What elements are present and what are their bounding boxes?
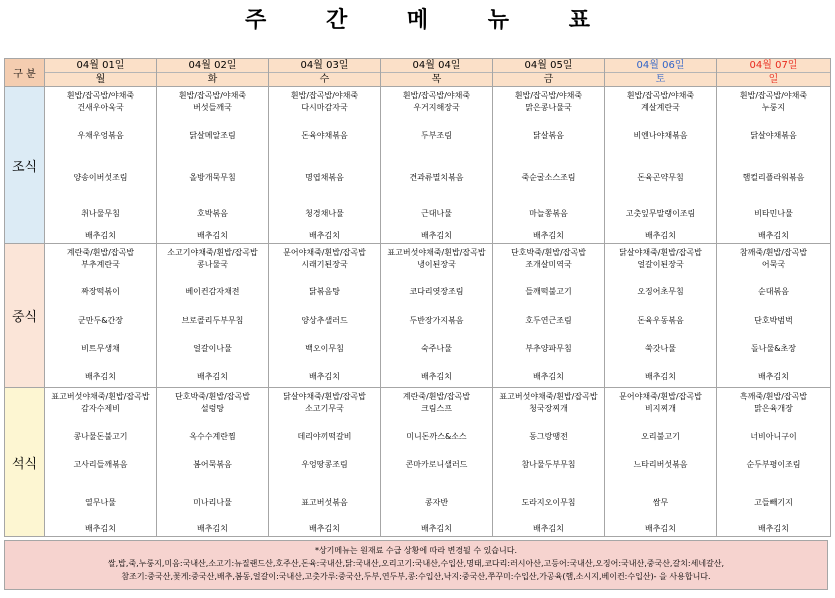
menu-item: 조개살미역국: [525, 260, 572, 269]
menu-item: 돈육야채볶음: [301, 131, 348, 140]
day-weekday: 수: [319, 74, 330, 85]
menu-cell: [605, 87, 717, 244]
menu-items: [45, 388, 156, 535]
menu-rice: 단호박죽/흰밥/잡곡밥: [175, 392, 250, 401]
menu-item: 맑은육개장: [754, 404, 793, 413]
menu-rice: 문어야채죽/흰밥/잡곡밥: [619, 392, 702, 401]
menu-items: [493, 388, 604, 535]
meal-row-lunch: [5, 244, 831, 388]
menu-rice: 계란죽/흰밥/잡곡밥: [66, 248, 135, 257]
menu-item: 맑은콩나물국: [525, 103, 572, 112]
menu-item: 우엉땅콩조림: [301, 460, 348, 469]
menu-item: 부추양파무침: [525, 344, 572, 353]
menu-item: 닭볶음탕: [309, 287, 340, 296]
menu-cell: [717, 388, 831, 537]
menu-items: [157, 244, 268, 386]
menu-item: 백오이무침: [305, 344, 344, 353]
menu-item: 호두연근조림: [525, 316, 572, 325]
menu-item: 배추김치: [197, 372, 228, 381]
menu-item: 우채우엉볶음: [77, 131, 124, 140]
day-weekday: 금: [543, 74, 554, 85]
menu-rice: 흰밥/잡곡밥/야채죽: [626, 91, 695, 100]
menu-item: 고춧잎무말랭이조림: [625, 209, 696, 218]
menu-item: 설렁탕: [200, 404, 225, 413]
menu-item: 참나물두부무침: [521, 460, 576, 469]
menu-item: 콩나물국: [197, 260, 228, 269]
menu-items: [717, 244, 830, 386]
menu-item: 냉이된장국: [417, 260, 456, 269]
menu-items: [493, 244, 604, 386]
day-weekday: 토: [655, 74, 666, 85]
menu-item: 비엔나야채볶음: [633, 131, 688, 140]
menu-cell: [381, 388, 493, 537]
menu-items: [381, 244, 492, 386]
menu-item: 미나리나물: [193, 498, 232, 507]
notice-line: 참조기:중국산,꽃게:중국산,배추,봄동,얼갈이:국내산,고춧가루:중국산,두부,연두부,콩:수입산,낙지:중국산,쭈꾸미:수입산,가공육(햄,소시지,베이컨:수입산)- 을 사용합니다.: [121, 572, 711, 581]
menu-item: 어묵국: [761, 260, 786, 269]
day-header: [381, 59, 493, 87]
menu-items: [605, 87, 716, 242]
menu-rice: 흰밥/잡곡밥/야채죽: [178, 91, 247, 100]
menu-item: 양송이버섯조림: [73, 173, 128, 182]
menu-table: [4, 58, 831, 537]
menu-item: 버섯들깨국: [193, 103, 232, 112]
menu-item: 너비아니구이: [750, 432, 797, 441]
menu-items: [157, 87, 268, 242]
notice-line: *상기메뉴는 원재료 수급 상황에 따라 변경될 수 있습니다.: [314, 546, 518, 555]
menu-items: [269, 244, 380, 386]
menu-cell: [157, 388, 269, 537]
menu-item: 배추김치: [533, 231, 564, 240]
day-date: 04월 02일: [157, 59, 268, 73]
menu-cell: [381, 244, 493, 388]
menu-item: 배추김치: [85, 372, 116, 381]
day-header: [605, 59, 717, 87]
menu-item: 청국장찌개: [529, 404, 568, 413]
menu-item: 돌나물&초장: [751, 344, 796, 353]
menu-item: 배추김치: [533, 524, 564, 533]
menu-cell: [381, 87, 493, 244]
menu-item: 죽순굴소스조림: [521, 173, 576, 182]
menu-cell: [493, 87, 605, 244]
menu-item: 배추김치: [421, 524, 452, 533]
menu-rice: 흰밥/잡곡밥/야채죽: [402, 91, 471, 100]
day-date: 04월 03일: [269, 59, 380, 73]
menu-item: 동그랑땡전: [529, 432, 568, 441]
menu-item: 두부조림: [421, 131, 452, 140]
menu-items: [717, 388, 830, 535]
menu-rice: 표고버섯야채죽/흰밥/잡곡밥: [51, 392, 150, 401]
menu-item: 감자수제비: [81, 404, 120, 413]
menu-item: 배추김치: [645, 524, 676, 533]
menu-item: 콩자반: [424, 498, 449, 507]
menu-rice: 소고기야채죽/흰밥/잡곡밥: [167, 248, 258, 257]
notice-box: [4, 540, 828, 590]
menu-item: 도라지오이무침: [521, 498, 576, 507]
menu-item: 닭살메알조림: [189, 131, 236, 140]
menu-item: 데리야끼떡갈비: [297, 432, 352, 441]
menu-rice: 표고버섯야채죽/흰밥/잡곡밥: [387, 248, 486, 257]
menu-rice: 닭살야채죽/흰밥/잡곡밥: [283, 392, 366, 401]
menu-item: 마늘쫑볶음: [529, 209, 568, 218]
menu-cell: [45, 244, 157, 388]
menu-rice: 흰밥/잡곡밥/야채죽: [514, 91, 583, 100]
menu-items: [605, 244, 716, 386]
menu-item: 봄어묵볶음: [193, 460, 232, 469]
menu-cell: [269, 388, 381, 537]
menu-item: 배추김치: [533, 372, 564, 381]
menu-cell: [45, 388, 157, 537]
menu-item: 양상추샐러드: [301, 316, 348, 325]
menu-item: 짜장떡볶이: [81, 287, 120, 296]
menu-item: 배추김치: [197, 524, 228, 533]
menu-item: 들깨떡불고기: [525, 287, 572, 296]
menu-items: [45, 244, 156, 386]
menu-item: 청경채나물: [305, 209, 344, 218]
menu-item: 취나물무침: [81, 209, 120, 218]
menu-item: 명엽채볶음: [305, 173, 344, 182]
day-date: 04월 06일: [605, 59, 716, 73]
menu-items: [269, 87, 380, 242]
menu-cell: [493, 244, 605, 388]
meal-label: 중식: [5, 244, 45, 388]
day-header: [269, 59, 381, 87]
notice-line: 쌀,밥,죽,누룽지,미음:국내산,소고기:뉴질랜드산,호주산,돈육:국내산,닭:국내산,오리고기:국내산,수입산,명태,코다리:러시아산,고등어:국내산,오징어:국내산,중국산,갈치:세네갈산,: [107, 559, 725, 568]
menu-items: [493, 87, 604, 242]
menu-rice: 계란죽/흰밥/잡곡밥: [402, 392, 471, 401]
menu-item: 다시마감자국: [301, 103, 348, 112]
menu-item: 닭살야채볶음: [750, 131, 797, 140]
menu-item: 누룽지: [761, 103, 786, 112]
menu-cell: [605, 244, 717, 388]
menu-item: 호박볶음: [197, 209, 228, 218]
menu-item: 배추김치: [645, 372, 676, 381]
menu-item: 배추김치: [197, 231, 228, 240]
day-date: 04월 07일: [717, 59, 830, 73]
menu-item: 콘마카로니샐러드: [405, 460, 468, 469]
menu-item: 두반장가지볶음: [409, 316, 464, 325]
header-row: [5, 59, 831, 87]
menu-items: [269, 388, 380, 535]
menu-item: 순대볶음: [758, 287, 789, 296]
menu-item: 열무나물: [85, 498, 116, 507]
menu-item: 비타민나물: [754, 209, 793, 218]
menu-item: 배추김치: [309, 372, 340, 381]
menu-item: 배추김치: [421, 231, 452, 240]
menu-item: 순두부평이조림: [746, 460, 801, 469]
menu-item: 표고버섯볶음: [301, 498, 348, 507]
day-date: 04월 05일: [493, 59, 604, 73]
menu-item: 쑥갓나물: [645, 344, 676, 353]
menu-item: 느타리버섯볶음: [633, 460, 688, 469]
day-header: [717, 59, 831, 87]
menu-item: 돈육곤약무침: [637, 173, 684, 182]
menu-cell: [157, 87, 269, 244]
menu-item: 군만두&간장: [78, 316, 123, 325]
menu-item: 배추김치: [758, 372, 789, 381]
menu-items: [157, 388, 268, 535]
menu-item: 오리불고기: [641, 432, 680, 441]
menu-item: 견과류멸치볶음: [409, 173, 464, 182]
menu-item: 미니돈까스&소스: [406, 432, 467, 441]
day-weekday: 화: [207, 74, 218, 85]
menu-item: 브로콜리두부무침: [181, 316, 244, 325]
menu-item: 크림스프: [421, 404, 452, 413]
gubun-header: 구 분: [5, 59, 45, 87]
menu-item: 배추김치: [309, 524, 340, 533]
menu-item: 배추김치: [85, 231, 116, 240]
menu-items: [605, 388, 716, 535]
day-weekday: 일: [768, 74, 779, 85]
menu-item: 콩나물돈불고기: [73, 432, 128, 441]
menu-cell: [717, 87, 831, 244]
day-header: [45, 59, 157, 87]
menu-cell: [493, 388, 605, 537]
menu-item: 올방개묵무침: [189, 173, 236, 182]
menu-item: 오징어초무침: [637, 287, 684, 296]
menu-item: 시래기된장국: [301, 260, 348, 269]
menu-item: 부추계란국: [81, 260, 120, 269]
meal-label: 석식: [5, 388, 45, 537]
menu-items: [45, 87, 156, 242]
menu-cell: [717, 244, 831, 388]
menu-cell: [45, 87, 157, 244]
menu-item: 고사리들깨볶음: [73, 460, 128, 469]
menu-item: 옥수수계란찜: [189, 432, 236, 441]
menu-item: 배추김치: [309, 231, 340, 240]
menu-cell: [269, 87, 381, 244]
menu-rice: 참깨죽/흰밥/잡곡밥: [739, 248, 808, 257]
menu-item: 햄컬리플라워볶음: [742, 173, 805, 182]
menu-item: 얼갈이된장국: [637, 260, 684, 269]
menu-rice: 흑깨죽/흰밥/잡곡밥: [739, 392, 808, 401]
menu-item: 숙주나물: [421, 344, 452, 353]
menu-rice: 흰밥/잡곡밥/야채죽: [290, 91, 359, 100]
day-header: [493, 59, 605, 87]
menu-cell: [605, 388, 717, 537]
menu-item: 쌈무: [652, 498, 669, 507]
meal-row-breakfast: [5, 87, 831, 244]
page-title: 주 간 메 뉴 표: [245, 8, 616, 33]
meal-row-dinner: [5, 388, 831, 537]
menu-cell: [269, 244, 381, 388]
menu-rice: 흰밥/잡곡밥/야채죽: [739, 91, 808, 100]
menu-item: 코다리엿장조림: [409, 287, 464, 296]
menu-item: 얼갈이나물: [193, 344, 232, 353]
menu-item: 소고기무국: [305, 404, 344, 413]
menu-items: [381, 87, 492, 242]
menu-item: 근대나물: [421, 209, 452, 218]
menu-items: [381, 388, 492, 535]
menu-item: 배추김치: [758, 524, 789, 533]
menu-item: 건새우아욱국: [77, 103, 124, 112]
menu-rice: 흰밥/잡곡밥/야채죽: [66, 91, 135, 100]
menu-item: 고들빼기지: [754, 498, 793, 507]
menu-rice: 닭살야채죽/흰밥/잡곡밥: [619, 248, 702, 257]
day-weekday: 목: [431, 74, 442, 85]
menu-item: 우거지해장국: [413, 103, 460, 112]
menu-rice: 단호박죽/흰밥/잡곡밥: [511, 248, 586, 257]
menu-item: 배추김치: [645, 231, 676, 240]
menu-item: 비지찌개: [645, 404, 676, 413]
menu-item: 배추김치: [85, 524, 116, 533]
menu-item: 돈육우동볶음: [637, 316, 684, 325]
day-header: [157, 59, 269, 87]
menu-cell: [157, 244, 269, 388]
day-weekday: 월: [95, 74, 106, 85]
menu-item: 계살계란국: [641, 103, 680, 112]
menu-item: 배추김치: [758, 231, 789, 240]
menu-items: [717, 87, 830, 242]
day-date: 04월 01일: [45, 59, 156, 73]
menu-item: 닭살볶음: [533, 131, 564, 140]
menu-rice: 문어야채죽/흰밥/잡곡밥: [283, 248, 366, 257]
day-date: 04월 04일: [381, 59, 492, 73]
menu-rice: 표고버섯야채죽/흰밥/잡곡밥: [499, 392, 598, 401]
menu-item: 베이컨감자채전: [185, 287, 240, 296]
menu-item: 비트무생채: [81, 344, 120, 353]
menu-item: 단호박범벅: [754, 316, 793, 325]
meal-label: 조식: [5, 87, 45, 244]
menu-item: 배추김치: [421, 372, 452, 381]
